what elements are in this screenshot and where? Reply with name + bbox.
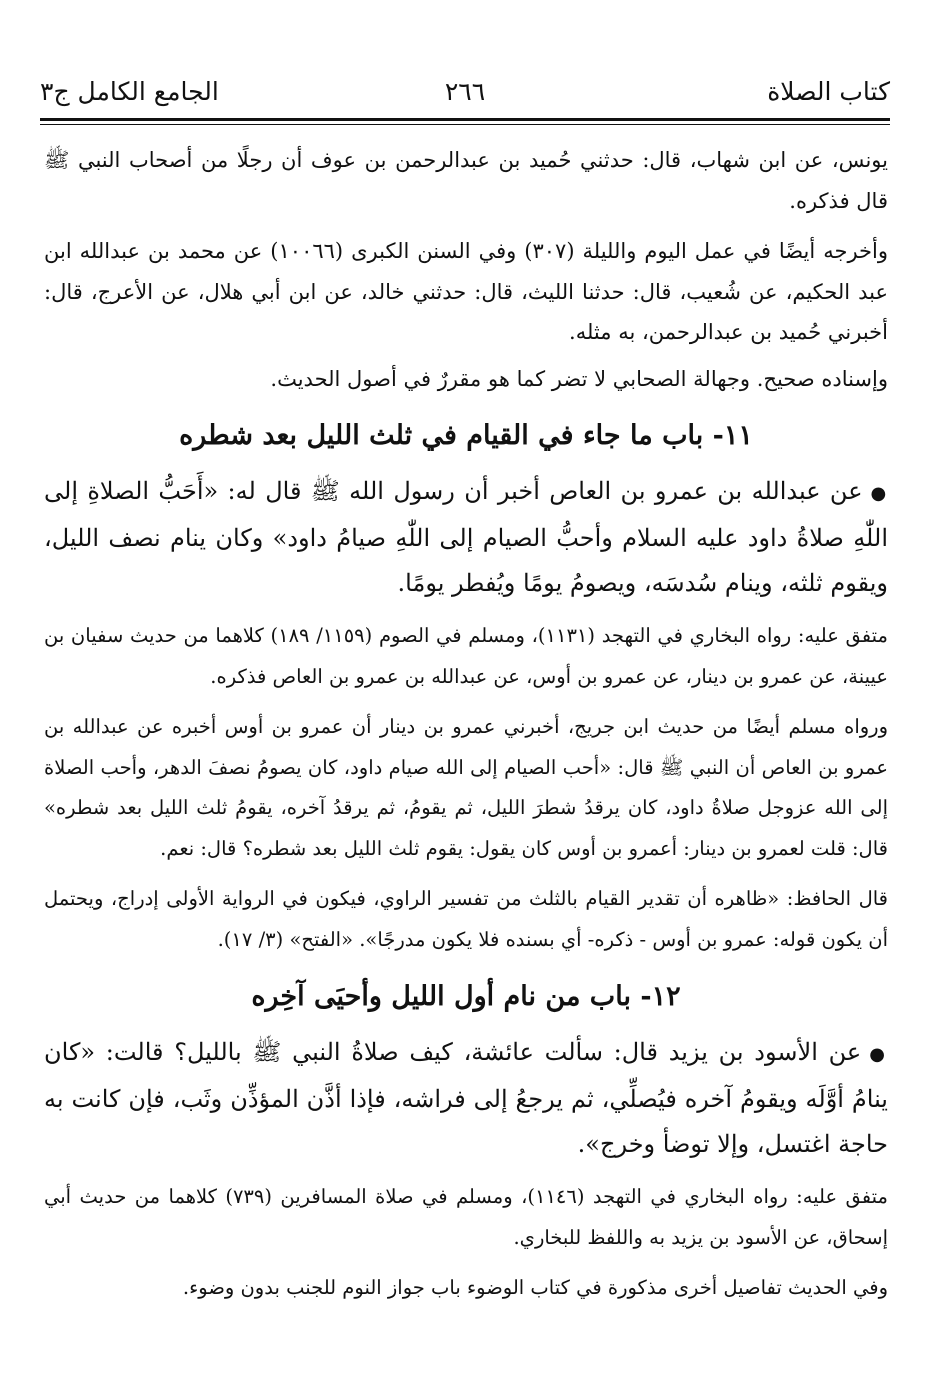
header-rule-thin — [40, 124, 890, 125]
paragraph-continuation: يونس، عن ابن شهاب، قال: حدثني حُميد بن عبدالرحمن بن عوف أن رجلًا من أصحاب النبي ﷺ قال فذكره. — [44, 148, 888, 213]
cross-reference-note: وفي الحديث تفاصيل أخرى مذكورة في كتاب الوضوء باب جواز النوم للجنب بدون وضوء. — [182, 1276, 888, 1299]
bullet-icon: ● — [870, 483, 888, 504]
header-page-number: ٢٦٦ — [444, 77, 486, 106]
hadith-text-12 — [44, 1030, 888, 1167]
chapter-heading-11: ١١- باب ما جاء في القيام في ثلث الليل بعد شطره — [179, 420, 753, 451]
hadith-body: عن عبدالله بن عمرو بن العاص أخبر أن رسول الله ﷺ قال له: «أَحَبُّ الصلاةِ إلى اللّٰهِ صلاةُ داود عليه السلام وأحبُّ الصيام إلى اللّٰهِ صيامُ داود» وكان ينام نصف الليل، ويقوم ثلثه، وينام سُدسَه، ويصومُ يومًا ويُفطر يومًا. — [44, 477, 888, 597]
hafiz-commentary: قال الحافظ: «ظاهره أن تقدير القيام بالثلث من تفسير الراوي، فيكون في الرواية الأولى إدراج، ويحتمل أن يكون قوله: عمرو بن أوس - ذكره- أي بسنده فلا يكون مدرجًا». «الفتح» (٣/ ١٧). — [44, 887, 888, 951]
paragraph-isnad-note: وإسناده صحيح. وجهالة الصحابي لا تضر كما هو مقررٌ في أصول الحديث. — [270, 366, 888, 391]
riwaya-note-11: ورواه مسلم أيضًا من حديث ابن جريج، أخبرني عمرو بن دينار أن عمرو بن أوس أخبره عن عبدالله بن عمرو بن العاص أن النبي ﷺ قال: «أحب الصيام إلى الله صيام داود، كان يصومُ نصفَ الدهر، وأحب الصلاة إلى الله عزوجل صلاةُ داود، كان يرقدُ شطرَ الليل، ثم يقومُ، ثم يرقدُ آخره، يقومُ ثلث الليل بعد شطره» قال: قلت لعمرو بن دينار: أعمرو بن أوس كان يقول: يقوم ثلث الليل بعد شطره؟ قال: نعم. — [44, 715, 888, 860]
header-section-title: كتاب الصلاة — [767, 77, 890, 106]
page-body — [44, 140, 888, 1309]
header-book-title: الجامع الكامل ج٣ — [40, 77, 219, 106]
header-rule-thick — [40, 118, 890, 121]
takhrij-note-11: متفق عليه: رواه البخاري في التهجد (١١٣١)، ومسلم في الصوم (١١٥٩/ ١٨٩) كلاهما من حديث سفيان بن عيينة، عن عمرو بن دينار، عن عمرو بن أوس، عن عبدالله بن عمرو بن العاص فذكره. — [44, 624, 888, 688]
hadith-body: عن الأسود بن يزيد قال: سألت عائشة، كيف صلاةُ النبي ﷺ بالليل؟ قالت: «كان ينامُ أوَّلَه ويقومُ آخره فيُصلِّي، ثم يرجعُ إلى فراشه، فإذا أذَّن المؤذِّن وثَب، فإن كانت به حاجة اغتسل، وإلا توضأ وخرج». — [44, 1038, 888, 1158]
paragraph-takhrij: وأخرجه أيضًا في عمل اليوم والليلة (٣٠٧) وفي السنن الكبرى (١٠٠٦٦) عن محمد بن عبدالله ابن عبد الحكيم، عن شُعيب، قال: حدثنا الليث، قال: حدثني خالد، عن ابن أبي هلال، عن الأعرج، قال: أخبرني حُميد بن عبدالرحمن، به مثله. — [44, 239, 888, 344]
chapter-heading-12: ١٢- باب من نام أول الليل وأحيَى آخِره — [251, 981, 681, 1012]
hadith-text-11 — [44, 469, 888, 606]
bullet-icon: ● — [869, 1044, 888, 1065]
running-header — [40, 70, 890, 114]
takhrij-note-12: متفق عليه: رواه البخاري في التهجد (١١٤٦)، ومسلم في صلاة المسافرين (٧٣٩) كلاهما من حديث أبي إسحاق، عن الأسود بن يزيد به واللفظ للبخاري. — [44, 1185, 888, 1249]
